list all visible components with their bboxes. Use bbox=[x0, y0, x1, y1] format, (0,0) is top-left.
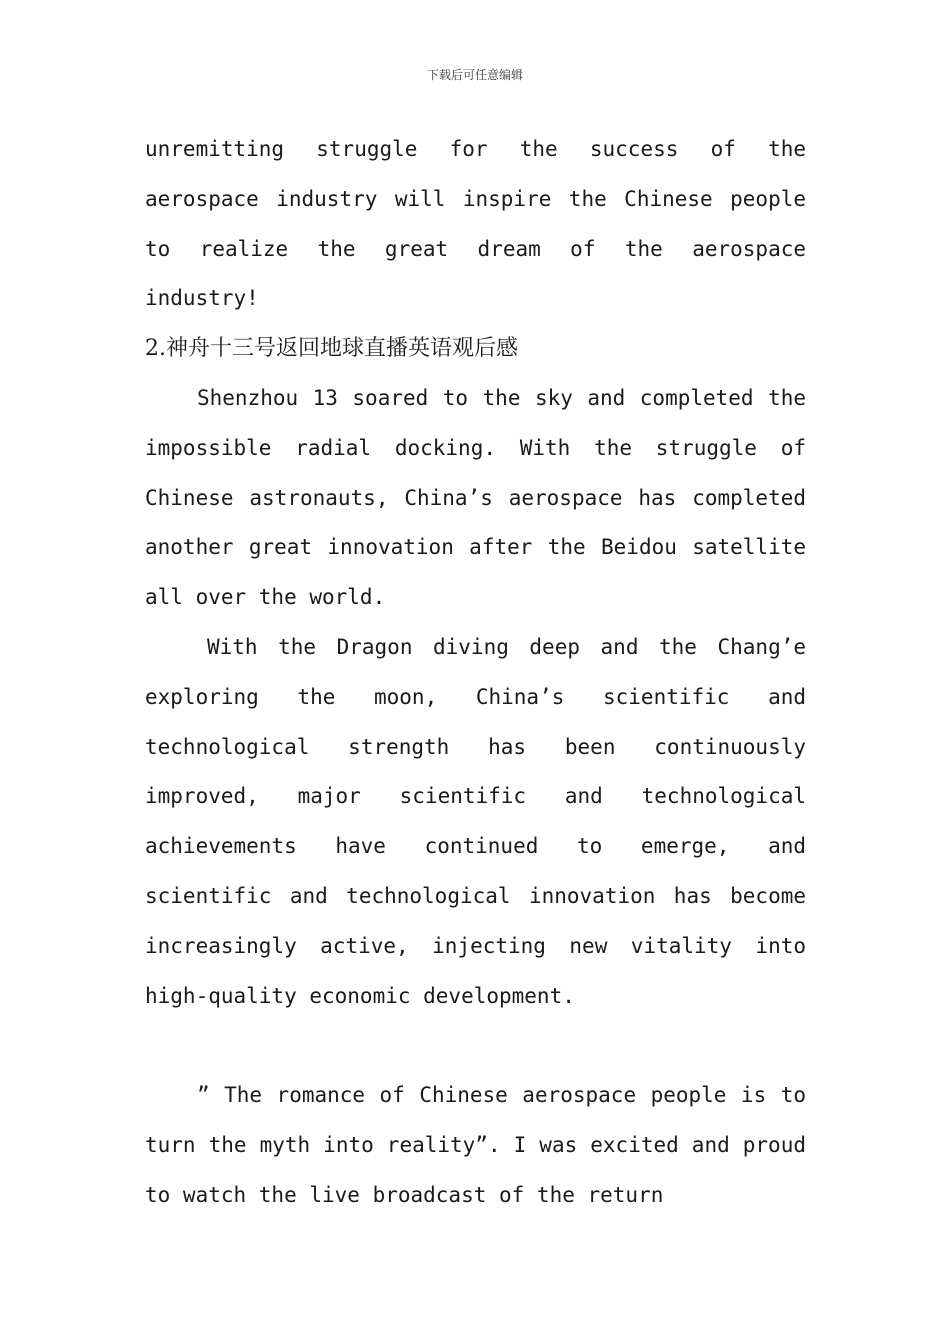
paragraph-spacer bbox=[145, 1021, 806, 1071]
document-body bbox=[145, 125, 806, 1221]
paragraph-1: Shenzhou 13 soared to the sky and completed the impossible radial docking. With the struggle of Chinese astronauts, China’s aerospace has completed another great innovation after the Beidou satellite all over the world. bbox=[145, 385, 806, 610]
paragraph-continued: unremitting struggle for the success of the aerospace industry will inspire the Chinese people to realize the great dream of the aerospace industry! bbox=[145, 137, 806, 311]
paragraph-2: With the Dragon diving deep and the Chang’e exploring the moon, China’s scientific and technological strength has been continuously improved, major scientific and technological achievements have continued to emerge, and scientific and technological innovation has become increasingly active, injecting new vitality into high-quality economic development. bbox=[145, 634, 806, 1008]
paragraph-3: ” The romance of Chinese aerospace people is to turn the myth into reality”. I was excited and proud to watch the live broadcast of the return bbox=[145, 1083, 806, 1207]
page-header: 下载后可任意编辑 bbox=[426, 68, 523, 82]
section-heading: 2.神舟十三号返回地球直播英语观后感 bbox=[145, 336, 518, 362]
